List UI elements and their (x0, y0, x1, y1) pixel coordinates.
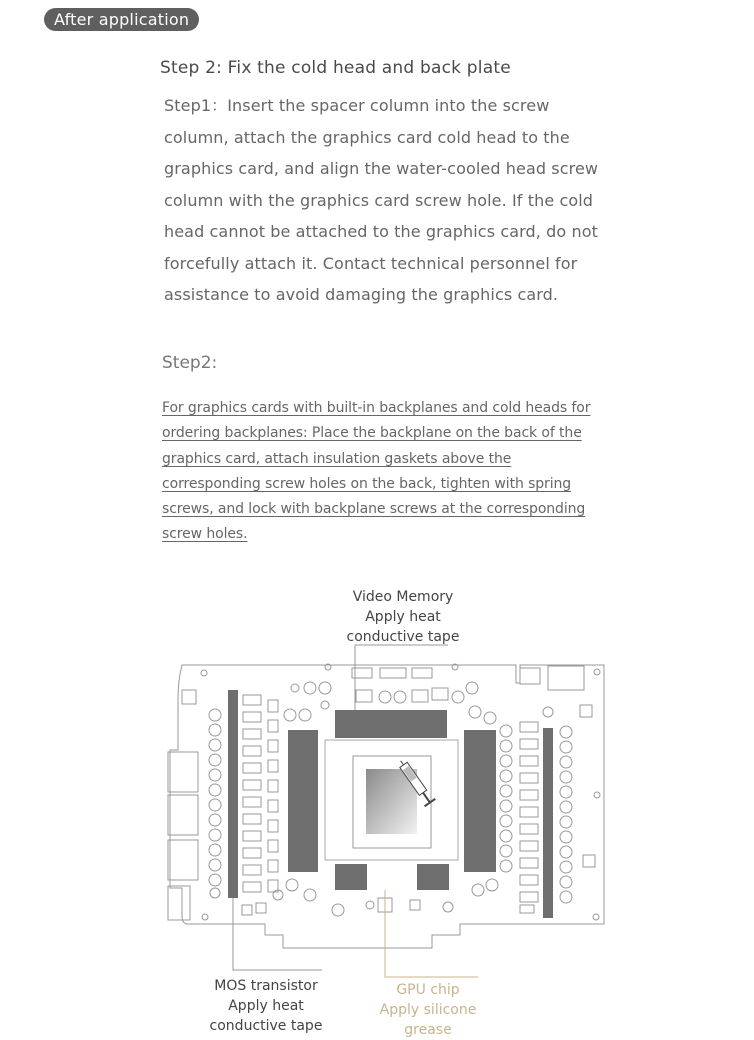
video-memory-pad-bl (335, 864, 367, 890)
io-connectors (168, 752, 198, 920)
step2-label: Step2: (162, 353, 218, 373)
gpu-label-line3: grease (404, 1022, 452, 1038)
video-memory-label (330, 587, 476, 647)
gpu-label-line2: Apply silicone (379, 1002, 477, 1018)
right-components (500, 722, 572, 913)
step-title: Step 2: Fix the cold head and back plate (160, 58, 511, 78)
video-memory-pad-br (417, 864, 449, 890)
video-memory-label-line1: Video Memory (352, 589, 454, 605)
mos-label-line1: MOS transistor (214, 978, 318, 994)
step1-paragraph: Step1：Insert the spacer column into the screw column, attach the graphics card cold head to the graphics card, and align the water-cooled head screw column with the graphics card screw hole. If the cold head cannot be attached to the graphics card, do not forcefully attach it. Contact technical personnel for assistance to avoid damaging the graphics card. (164, 96, 599, 304)
video-memory-pad-left (288, 730, 318, 872)
video-memory-label-line2: Apply heat (365, 609, 441, 625)
gpu-callout-line (385, 890, 478, 977)
after-application-badge: After application (44, 8, 199, 31)
mos-callout-line (233, 898, 322, 970)
mos-label-line3: conductive tape (209, 1018, 323, 1034)
step2-paragraph[interactable]: For graphics cards with built-in backplanes and cold heads for ordering backplanes: Place the backplane on the back of the graphics card, attach insulation gaskets above the corresponding screw holes on the back, tighten with spring screws, and lock with backplane screws at the corresponding screw holes. (162, 400, 591, 543)
gpu-label (368, 980, 488, 1040)
gpu-label-line1: GPU chip (396, 982, 460, 998)
mos-label-line2: Apply heat (228, 998, 304, 1014)
mos-label (196, 976, 336, 1036)
video-memory-pad-right (464, 730, 496, 872)
mos-strip-right (543, 728, 553, 918)
video-memory-label-line3: conductive tape (346, 629, 460, 645)
mos-strip-left (228, 690, 238, 898)
video-memory-pad-top (335, 710, 447, 738)
